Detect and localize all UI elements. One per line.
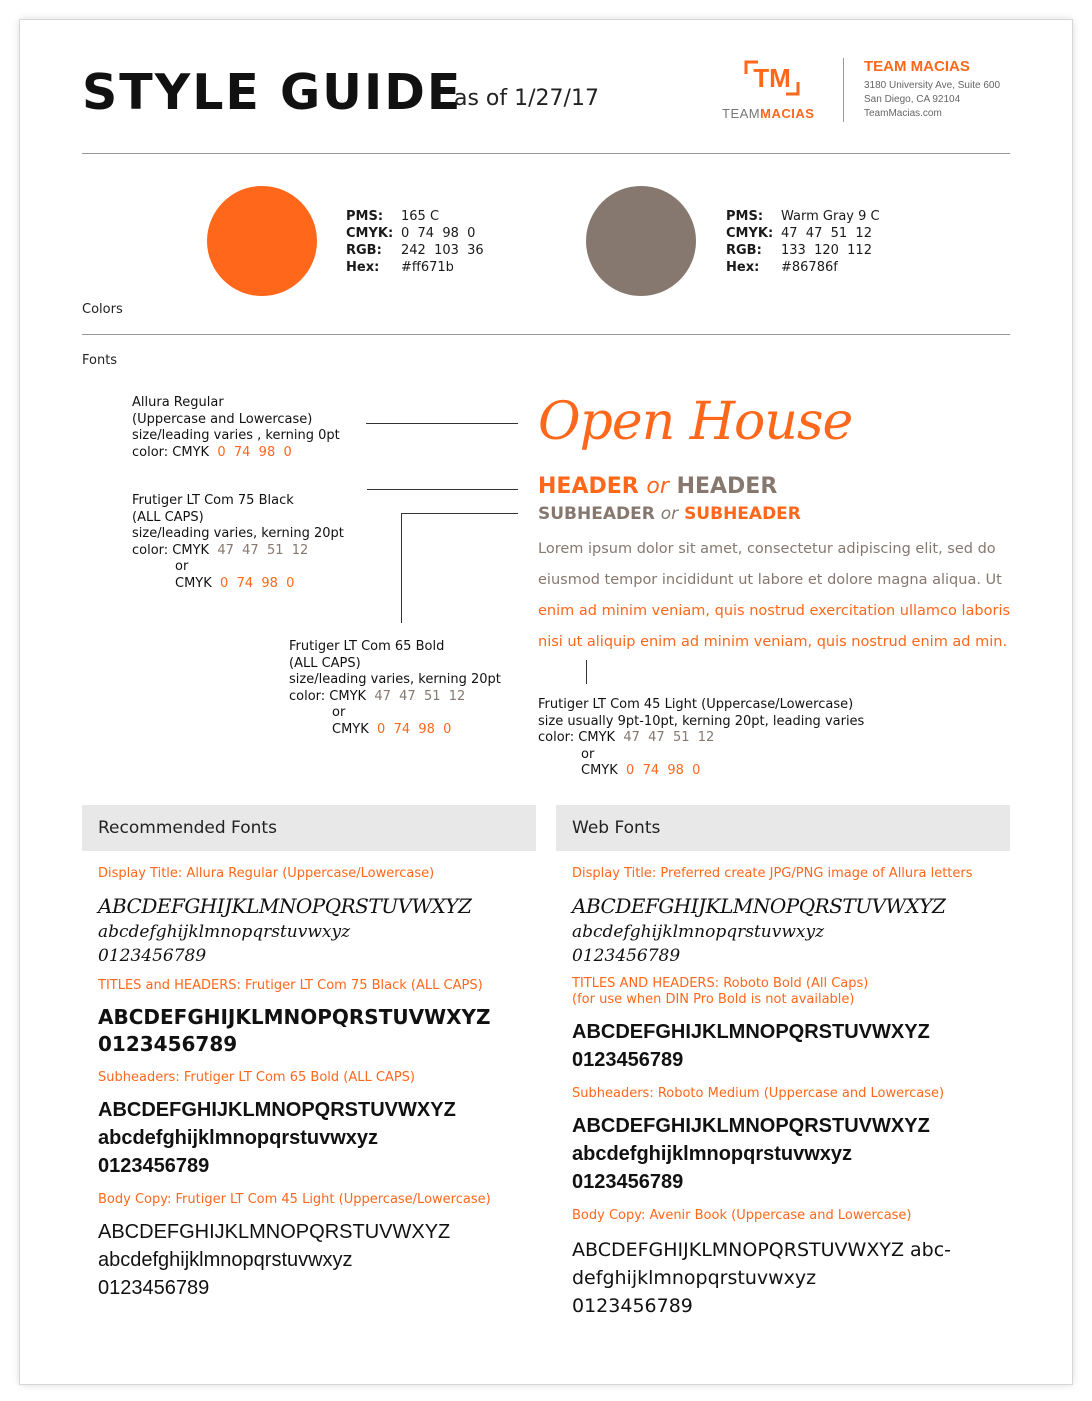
logo-mark-text: TM (753, 63, 791, 93)
recommended-sub-lower: abcdefghijklmnopqrstuvwxyz (98, 1127, 379, 1149)
company-name: TEAM MACIAS (864, 58, 970, 75)
recommended-fonts-header: Recommended Fonts (82, 805, 536, 851)
recommended-sub-nums: 0123456789 (98, 1155, 210, 1177)
web-body-line-1: ABCDEFGHIJKLMNOPQRSTUVWXYZ abc- (572, 1239, 952, 1261)
style-guide-page (20, 20, 1072, 1384)
web-display-caption: Display Title: Preferred create JPG/PNG image of Allura letters (572, 866, 973, 881)
secondary-color-spec: PMS: Warm Gray 9 C CMYK: 47 47 51 12 RGB: 133 120 112 Hex: #86786f (726, 209, 880, 275)
address-line-2: San Diego, CA 92104 (864, 94, 961, 105)
team-macias-logo-icon (742, 60, 802, 96)
frutiger65-leader-vertical (401, 513, 402, 623)
recommended-body-upper: ABCDEFGHIJKLMNOPQRSTUVWXYZ (98, 1221, 451, 1243)
web-sub-lower: abcdefghijklmnopqrstuvwxyz (572, 1143, 853, 1165)
logo-word-team: TEAM (722, 106, 761, 121)
frutiger65-note: Frutiger LT Com 65 Bold (ALL CAPS) size/leading varies, kerning 20pt color: CMYK 47 47 51 12 or CMYK 0 74 98 0 (289, 639, 501, 737)
recommended-fonts-list (98, 866, 528, 1302)
recommended-display-nums: 0123456789 (98, 946, 207, 966)
recommended-body-lower: abcdefghijklmnopqrstuvwxyz (98, 1249, 353, 1271)
recommended-display-lower: abcdefghijklmnopqrstuvwxyz (98, 922, 351, 942)
frutiger65-leader-horizontal (401, 513, 518, 514)
allura-leader-line (366, 423, 518, 424)
web-sub-upper: ABCDEFGHIJKLMNOPQRSTUVWXYZ (572, 1115, 930, 1137)
web-titles-nums: 0123456789 (572, 1049, 684, 1071)
body-copy-sample: Lorem ipsum dolor sit amet, consectetur adipiscing elit, sed do eiusmod tempor incididunt ut labore et dolore magna aliqua. Ut enim ad minim veniam, quis nostrud exercitation ullamco laboris nisi ut aliquip enim ad minim veniam, quis nostrud enim ad min. (538, 541, 1011, 650)
frutiger75-leader-line (367, 489, 518, 490)
header-divider (843, 58, 844, 122)
web-sub-caption: Subheaders: Roboto Medium (Uppercase and Lowercase) (572, 1086, 945, 1101)
frutiger45-leader-line (586, 660, 587, 684)
company-website: TeamMacias.com (864, 108, 942, 119)
recommended-titles-nums: 0123456789 (98, 1032, 238, 1056)
recommended-body-nums: 0123456789 (98, 1277, 210, 1299)
colors-rule (82, 334, 1010, 335)
recommended-body-caption: Body Copy: Frutiger LT Com 45 Light (Uppercase/Lowercase) (98, 1192, 491, 1207)
web-fonts-header: Web Fonts (556, 805, 1010, 851)
web-titles-caption-2: (for use when DIN Pro Bold is not available) (572, 992, 855, 1007)
fonts-section-label: Fonts (82, 353, 118, 368)
web-sub-nums: 0123456789 (572, 1171, 684, 1193)
web-body-line-2: defghijklmnopqrstuvwxyz (572, 1267, 817, 1289)
address-line-1: 3180 University Ave, Suite 600 (864, 80, 1001, 91)
page-date: as of 1/27/17 (454, 86, 599, 111)
primary-color-swatch (207, 186, 317, 296)
web-display-nums: 0123456789 (572, 946, 681, 966)
frutiger75-note: Frutiger LT Com 75 Black (ALL CAPS) size/leading varies, kerning 20pt color: CMYK 47 47 51 12 or CMYK 0 74 98 0 (132, 493, 344, 591)
primary-color-spec: PMS: 165 C CMYK: 0 74 98 0 RGB: 242 103 36 Hex: #ff671b (346, 209, 484, 275)
recommended-display-upper: ABCDEFGHIJKLMNOPQRSTUVWXYZ (98, 894, 472, 918)
recommended-display-caption: Display Title: Allura Regular (Uppercase/Lowercase) (98, 866, 435, 881)
web-display-lower: abcdefghijklmnopqrstuvwxyz (572, 922, 825, 942)
recommended-titles-caption: TITLES and HEADERS: Frutiger LT Com 75 Black (ALL CAPS) (98, 978, 483, 993)
recommended-titles-upper: ABCDEFGHIJKLMNOPQRSTUVWXYZ (98, 1005, 491, 1029)
web-fonts-list (572, 866, 1012, 1320)
recommended-sub-upper: ABCDEFGHIJKLMNOPQRSTUVWXYZ (98, 1099, 456, 1121)
allura-note: Allura Regular (Uppercase and Lowercase) size/leading varies , kerning 0pt color: CMYK 0 74 98 0 (132, 395, 340, 460)
subheader-sample: SUBHEADER or SUBHEADER (538, 504, 801, 524)
colors-section-label: Colors (82, 302, 123, 317)
logo-wordmark (722, 106, 814, 121)
web-display-upper: ABCDEFGHIJKLMNOPQRSTUVWXYZ (572, 894, 946, 918)
web-titles-caption-1: TITLES AND HEADERS: Roboto Bold (All Caps) (572, 976, 869, 991)
display-title-sample: Open House (538, 392, 853, 452)
page-title: STYLE GUIDE (82, 64, 463, 121)
recommended-sub-caption: Subheaders: Frutiger LT Com 65 Bold (ALL CAPS) (98, 1070, 415, 1085)
web-body-caption: Body Copy: Avenir Book (Uppercase and Lowercase) (572, 1208, 912, 1223)
header-rule (82, 153, 1010, 154)
frutiger45-note: Frutiger LT Com 45 Light (Uppercase/Lowercase) size usually 9pt-10pt, kerning 20pt, leading varies color: CMYK 47 47 51 12 or CMYK 0 74 98 0 (538, 697, 865, 778)
secondary-color-swatch (586, 186, 696, 296)
logo-word-macias: MACIAS (760, 106, 815, 121)
web-body-nums: 0123456789 (572, 1295, 693, 1317)
web-titles-upper: ABCDEFGHIJKLMNOPQRSTUVWXYZ (572, 1021, 930, 1043)
header-sample: HEADER or HEADER (538, 474, 778, 499)
